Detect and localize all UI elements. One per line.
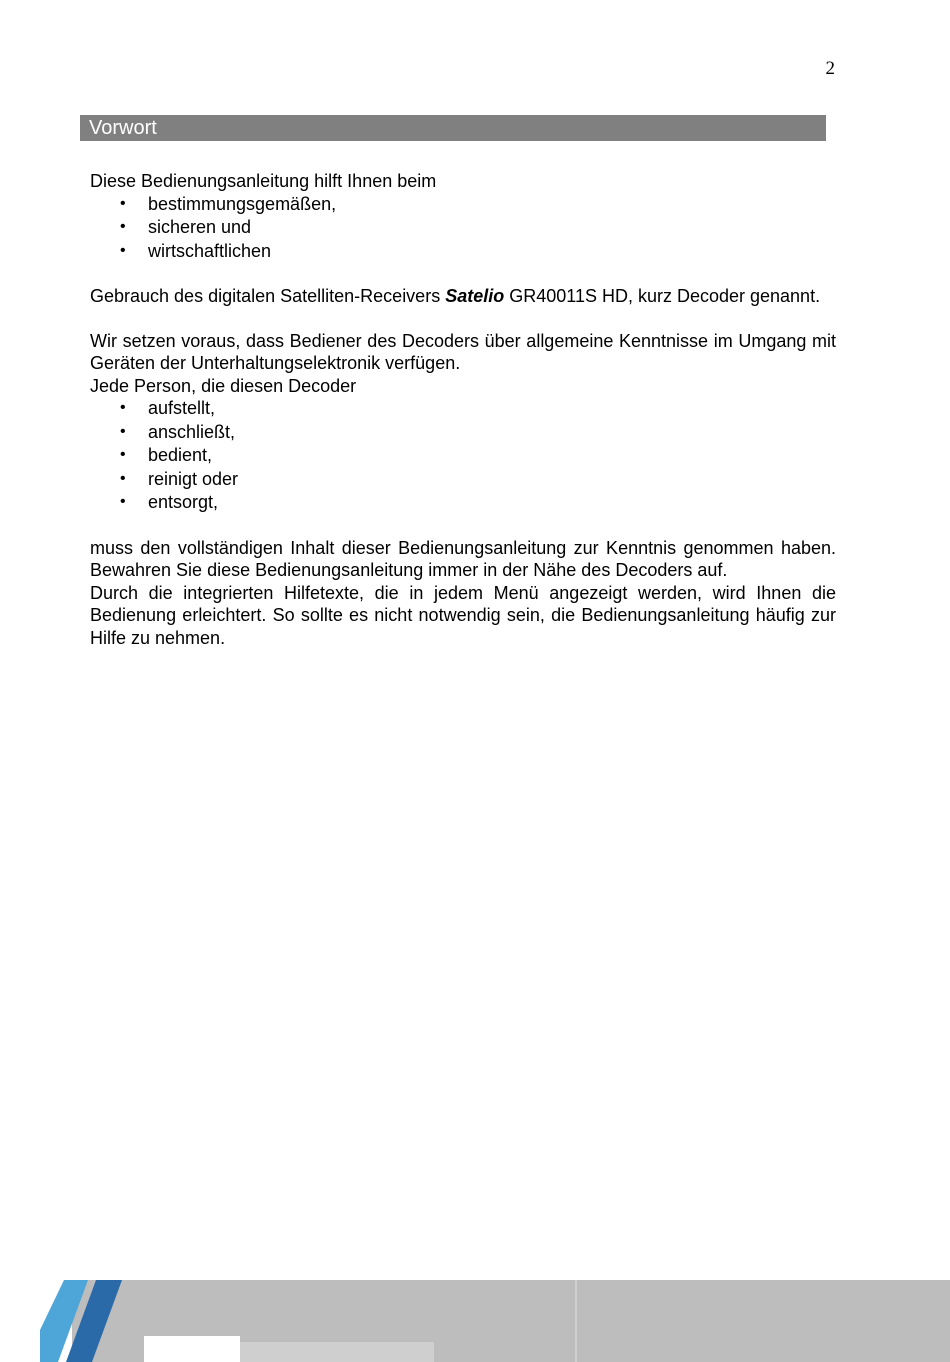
bullet-icon: • bbox=[120, 241, 126, 259]
purpose-list bbox=[90, 193, 836, 264]
page-number: 2 bbox=[825, 58, 835, 79]
footer-divider bbox=[575, 1280, 577, 1362]
bullet-icon: • bbox=[120, 446, 126, 463]
list-item: • bestimmungsgemäßen, bbox=[120, 193, 337, 214]
brand-name: Satelio bbox=[445, 286, 505, 306]
bullet-icon: • bbox=[120, 422, 126, 440]
actions-list bbox=[90, 397, 836, 515]
document-body bbox=[90, 170, 836, 649]
list-item: • reinigt oder bbox=[120, 468, 239, 489]
bullet-icon: • bbox=[120, 194, 126, 212]
footer-white-tab bbox=[144, 1336, 240, 1362]
bullet-icon: • bbox=[120, 218, 126, 235]
bullet-icon: • bbox=[120, 399, 126, 416]
bullet-icon: • bbox=[120, 493, 126, 510]
section-title: Vorwort bbox=[89, 117, 157, 139]
list-item: • anschließt, bbox=[120, 421, 236, 442]
list-item: • wirtschaftlichen bbox=[120, 240, 272, 261]
help-paragraph: Durch die integrierten Hilfetexte, die in jedem Menü angezeigt werden, wird Ihnen die Bedienung erleichtert. So sollte es nicht notwendig sein, die Bedienungsanleitung häufig zur Hilfe zu nehmen. bbox=[90, 582, 836, 648]
person-intro-paragraph: Jede Person, die diesen Decoder bbox=[90, 375, 357, 396]
bullet-icon: • bbox=[120, 469, 126, 487]
list-item: • sicheren und bbox=[120, 217, 252, 237]
footer-decoration bbox=[0, 1280, 950, 1362]
assumption-paragraph: Wir setzen voraus, dass Bediener des Decoders über allgemeine Kenntnisse im Umgang mit Geräten der Unterhaltungselektronik verfügen. bbox=[90, 330, 836, 373]
intro-paragraph: Diese Bedienungsanleitung hilft Ihnen beim bbox=[90, 171, 437, 191]
requirement-paragraph: muss den vollständigen Inhalt dieser Bedienungsanleitung zur Kenntnis genommen haben. Bewahren Sie diese Bedienungsanleitung immer in der Nähe des Decoders auf. bbox=[90, 537, 836, 580]
list-item: • bedient, bbox=[120, 445, 213, 465]
list-item: • aufstellt, bbox=[120, 398, 216, 418]
footer-light-tab bbox=[240, 1342, 434, 1362]
list-item: • entsorgt, bbox=[120, 492, 219, 512]
usage-paragraph: Gebrauch des digitalen Satelliten-Receivers Satelio GR40011S HD, kurz Decoder genannt. bbox=[90, 286, 821, 306]
section-header bbox=[80, 115, 826, 141]
